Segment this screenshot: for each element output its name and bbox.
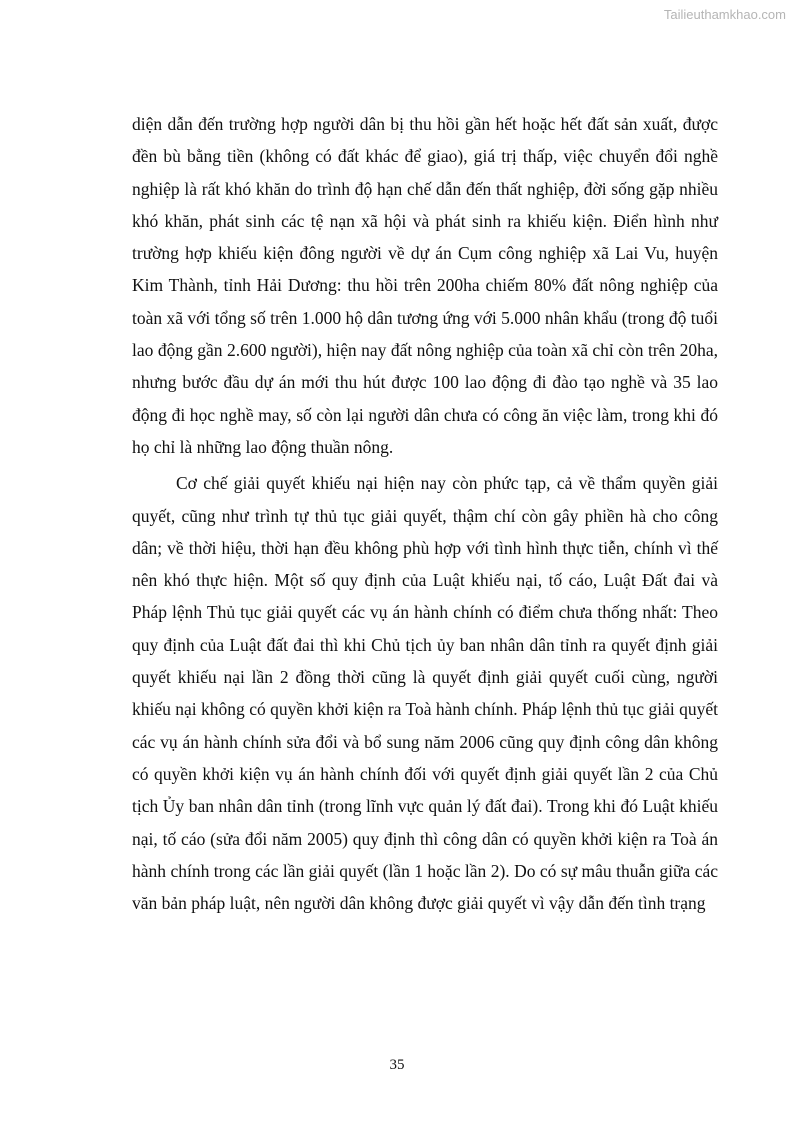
paragraph-1: diện dẫn đến trường hợp người dân bị thu hồi gần hết hoặc hết đất sản xuất, được đền bù bằng tiền (không có đất khác để giao), giá trị thấp, việc chuyển đổi nghề nghiệp là rất khó khăn do trình độ hạn chế dẫn đến thất nghiệp, đời sống gặp nhiều khó khăn, phát sinh các tệ nạn xã hội và phát sinh ra khiếu kiện. Điển hình như trường hợp khiếu kiện đông người về dự án Cụm công nghiệp xã Lai Vu, huyện Kim Thành, tỉnh Hải Dương: thu hồi trên 200ha chiếm 80% đất nông nghiệp của toàn xã với tổng số trên 1.000 hộ dân tương ứng với 5.000 nhân khẩu (trong độ tuổi lao động gần 2.600 người), hiện nay đất nông nghiệp của toàn xã chỉ còn trên 20ha, nhưng bước đầu dự án mới thu hút được 100 lao động đi đào tạo nghề và 35 lao động đi học nghề may, số còn lại người dân chưa có công ăn việc làm, trong khi đó họ chỉ là những lao động thuần nông. (132, 114, 718, 457)
watermark: Tailieuthamkhao.com (663, 7, 786, 22)
paragraph-2: Cơ chế giải quyết khiếu nại hiện nay còn phức tạp, cả về thẩm quyền giải quyết, cũng như trình tự thủ tục giải quyết, thậm chí còn gây phiền hà cho công dân; về thời hiệu, thời hạn đều không phù hợp với tình hình thực tiễn, chính vì thế nên khó thực hiện. Một số quy định của Luật khiếu nại, tố cáo, Luật Đất đai và Pháp lệnh Thủ tục giải quyết các vụ án hành chính có điểm chưa thống nhất: Theo quy định của Luật đất đai thì khi Chủ tịch ủy ban nhân dân tỉnh ra quyết định giải quyết khiếu nại lần 2 đồng thời cũng là quyết định giải quyết cuối cùng, người khiếu nại không có quyền khởi kiện ra Toà hành chính. Pháp lệnh thủ tục giải quyết các vụ án hành chính sửa đổi và bổ sung năm 2006 cũng quy định công dân không có quyền khởi kiện vụ án hành chính đối với quyết định giải quyết lần 2 của Chủ tịch Ủy ban nhân dân tỉnh (trong lĩnh vực quản lý đất đai). Trong khi đó Luật khiếu nại, tố cáo (sửa đổi năm 2005) quy định thì công dân có quyền khởi kiện ra Toà án hành chính trong các lần giải quyết (lần 1 hoặc lần 2). Do có sự mâu thuẫn giữa các văn bản pháp luật, nên người dân không được giải quyết vì vậy dẫn đến tình trạng (132, 473, 718, 914)
page-number: 35 (389, 1057, 405, 1073)
document-body (132, 108, 718, 923)
